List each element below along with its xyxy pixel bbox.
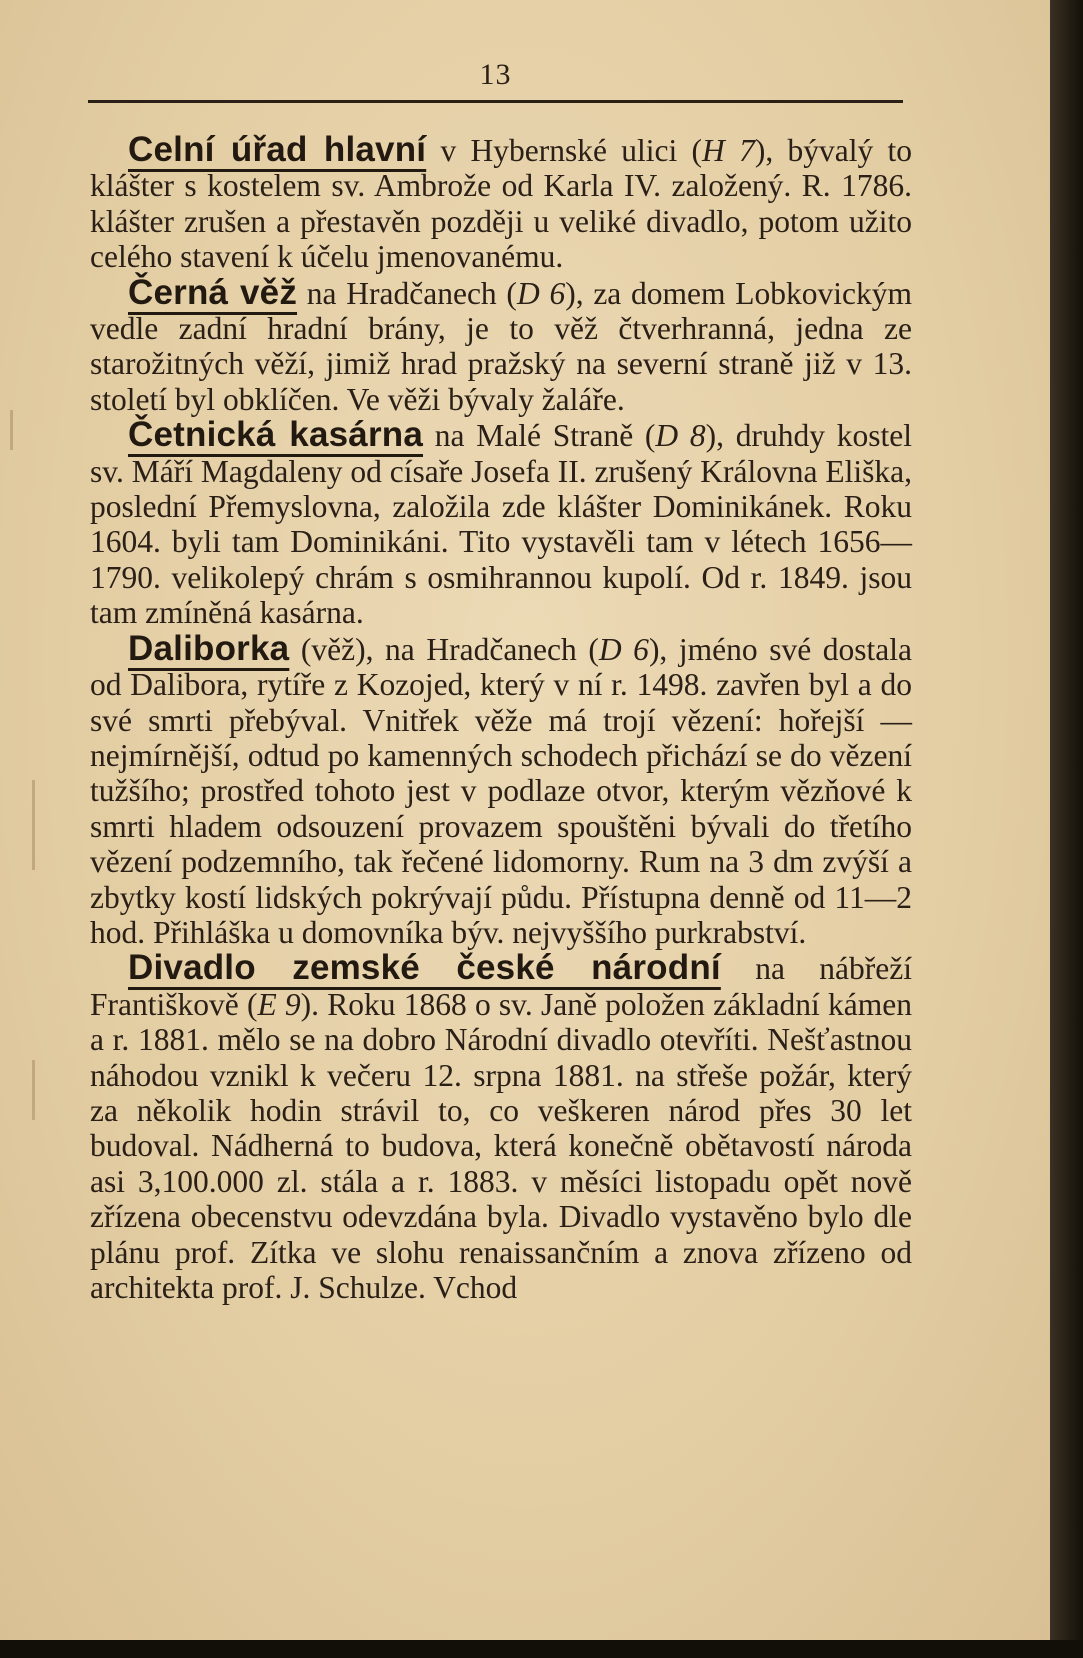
headword: Černá věž	[128, 272, 298, 312]
margin-mark	[32, 1060, 35, 1120]
entry-text: na Malé Straně (	[423, 418, 656, 454]
entry-cerna-vez	[90, 272, 913, 418]
headword: Divadlo zemské české národní	[128, 948, 721, 988]
entry-text: ). Roku 1868 o sv. Janě položen základní kámen a r. 1881. mělo se na dobro Národní divadlo otevříti. Nešťastnou náhodou vznikl k večeru 12. srpna 1881. na střeše požár, který za několik hodin strávil to, co veškeren národ přes 30 let budoval. Nádherná to budova, která konečně obětavostí národa asi 3,100.000 zl. stála a r. 1883. v měsíci listopadu opět nově zřízena obecenstvu odevzdána byla. Divadlo vystavěno bylo dle plánu prof. Zítka ve slohu renaissančním a znova zřízeno od architekta prof. J. Schulze. Vchod	[90, 986, 912, 1305]
entry-text: ), bývalý to klášter s kostelem sv. Ambrože od Karla IV. založený. R. 1786. klášter zrušen a přestavěn později u veliké divadlo, potom užito celého stavení k účelu jmenovanému.	[90, 133, 913, 275]
map-reference: H 7	[702, 133, 755, 168]
headword: Celní úřad hlavní	[128, 130, 427, 169]
page-content	[90, 132, 912, 1305]
entry-text: ), druhdy kostel sv. Máří Magdaleny od císaře Josefa II. zrušený Královna Eliška, poslední Přemyslovna, založila zde klášter Dominikánek. Roku 1604. byli tam Dominikáni. Tito vystavěli tam v létech 1656—1790. velikolepý chrám s osmihrannou kupolí. Od r. 1849. jsou tam zmíněná kasárna.	[90, 418, 912, 631]
book-edge-right	[1050, 0, 1083, 1658]
entry-divadlo	[90, 950, 912, 1305]
headword: Četnická kasárna	[128, 415, 424, 455]
entry-celni-urad	[90, 132, 912, 275]
entry-daliborka	[90, 628, 913, 951]
margin-marks	[10, 400, 40, 1300]
entry-text: ), za domem Lobkovickým vedle zadní hradní brány, je to věž čtverhranná, jedna ze starožitných věží, jimiž hrad pražský na severní straně již v 13. století byl obklíčen. Ve věži bývaly žaláře.	[90, 275, 913, 417]
map-reference: D 8	[655, 418, 706, 454]
margin-mark	[10, 410, 13, 450]
header-rule	[88, 100, 903, 103]
headword: Daliborka	[128, 628, 290, 668]
page-number: 13	[479, 58, 512, 91]
book-edge-bottom	[0, 1640, 1083, 1658]
entry-cetnicka-kasarna	[90, 417, 912, 630]
margin-mark	[32, 780, 35, 870]
map-reference: E 9	[257, 986, 301, 1022]
entry-text: na nábřeží Františkově (	[90, 951, 912, 1022]
map-reference: D 6	[516, 275, 566, 311]
entry-text: v Hybernské ulici (	[426, 133, 703, 168]
map-reference: D 6	[598, 631, 649, 667]
entry-text: na Hradčanech (	[297, 275, 517, 311]
entry-text: (věž), na Hradčanech (	[289, 631, 599, 667]
entry-text: ), jméno své dostala od Dalibora, rytíře z Kozojed, který v ní r. 1498. zavřen byl a do své smrti přebýval. Vnitřek věže má trojí vězení: hořejší — nejmírnější, odtud po kamenných schodech přichází se do vězení tužšího; prostřed tohoto jest v podlaze otvor, kterým vězňové k smrti hladem odsouzení provazem spouštěni bývali do třetího vězení podzemního, tak řečené lidomorny. Rum na 3 dm zvýší a zbytky kostí lidských pokrývají půdu. Přístupna denně od 11—2 hod. Přihláška u domovníka býv. nejvyššího purkrabství.	[90, 631, 913, 950]
page-header	[88, 58, 903, 106]
